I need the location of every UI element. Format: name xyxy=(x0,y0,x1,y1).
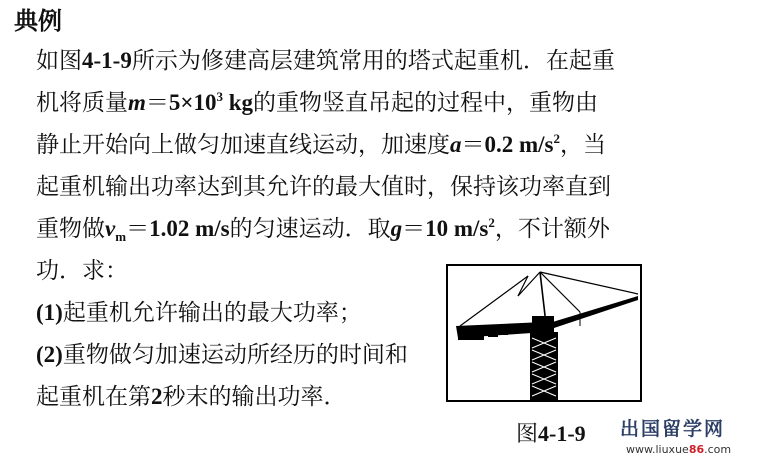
tower-crane-illustration xyxy=(448,266,640,400)
problem-line-1: 如图4-1-9所示为修建高层建筑常用的塔式起重机．在起重 xyxy=(36,48,615,74)
question-2-continued: 起重机在第2秒末的输出功率． xyxy=(36,384,347,410)
problem-line-6: 功．求： xyxy=(36,258,128,284)
question-1: (1)起重机允许输出的最大功率； xyxy=(36,300,362,326)
watermark-url: www.liuxue86.com xyxy=(626,443,732,456)
problem-line-2: 机将质量$m=5\times 10^3$ kg的重物竖直吊起的过程中，重物由 xyxy=(36,89,599,116)
watermark-title: 出国留学网 xyxy=(620,418,726,440)
tower-crane-figure xyxy=(446,264,642,402)
section-heading: 典例 xyxy=(14,6,62,35)
problem-line-3: 静止开始向上做匀加速直线运动，加速度a＝0.2 $m/s^2$，当 xyxy=(36,131,606,158)
site-watermark-logo xyxy=(620,420,770,456)
question-2: (2)重物做匀加速运动所经历的时间和 xyxy=(36,342,408,368)
problem-line-5: 重物做$v_m=1.02$ m/s的匀速运动．取g＝10 $m/s^2$，不计额外 xyxy=(36,215,610,244)
figure-caption: 图4-1-9 xyxy=(516,421,586,447)
problem-line-4: 起重机输出功率达到其允许的最大值时，保持该功率直到 xyxy=(36,174,611,200)
